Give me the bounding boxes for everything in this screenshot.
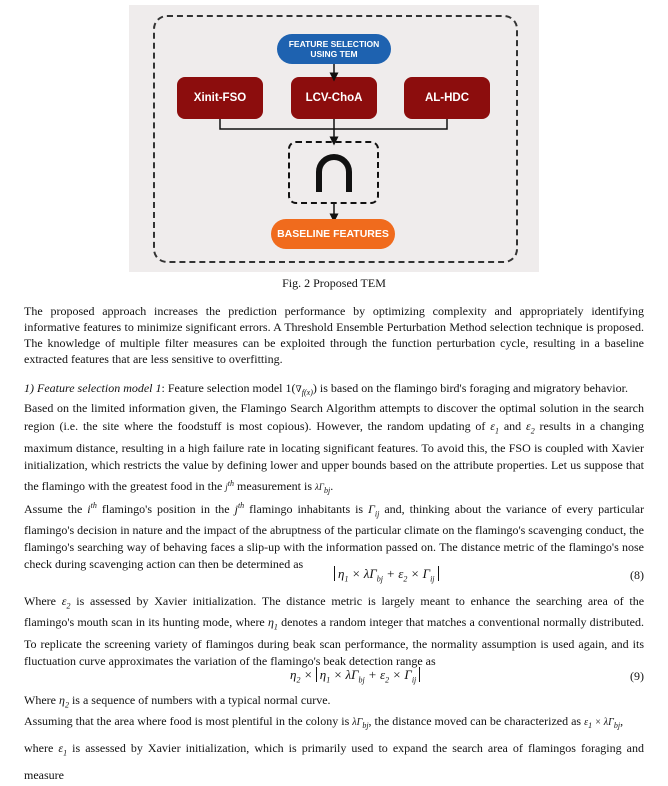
xinit-fso-box: Xinit-FSO	[177, 77, 263, 119]
feature-selection-label-line1: FEATURE SELECTION	[288, 39, 380, 49]
equation-8: $\eta_1 \times \lambda\Gamma_{bj} + \varepsilon_2 \times \Gamma_{ij}$	[334, 566, 439, 584]
paragraph-6a: Assuming that the area where food is most plentiful in the colony is	[24, 714, 350, 728]
paragraph-4b: is assessed by Xavier initialization. The distance metric is largely meant to enhance the searching area of the flamingo's mouth scan in its hunting mode, where	[24, 594, 645, 630]
paragraph-5b: is a sequence of numbers with a typical normal curve.	[71, 693, 331, 707]
paragraph-5: Where $\eta_2$ is a sequence of numbers with a typical normal curve.	[24, 693, 331, 710]
intersection-icon	[313, 152, 355, 194]
paragraph-7b: is assessed by Xavier initialization, which is primarily used to expand the search area of flamingos foraging and measure	[24, 741, 645, 783]
paragraph-3: Assume the $i^{th}$ flamingo's position in the $j^{th}$ flamingo inhabitants is $\Gamma_{ij}$ and, thinking about the variance of every particular flamingo's decision in nature and the impact of the abruptness of the particular climate on the flamingo's scavenging conduct, the flamingo's searching way of behaving faces a slip-up with the information passed on. The distance metric of the flamingo's nose check during scavenging action can then be determined as	[24, 501, 645, 572]
paragraph-2b: and	[503, 418, 522, 433]
paragraph-4c: denotes a random integer that matches a conventional normally distributed. To replicate the screening variety of flamingos during beak scan performance, the normality assumption is used again, and its fluctuation curve approximates the variation of the flamingo's beak detection range as	[24, 615, 644, 668]
paragraph-4a: Where	[24, 594, 56, 608]
paragraph-6c: ,	[620, 714, 624, 728]
paragraph-2c: results in a changing maximum distance, resulting in a high failure rate in locating significant features. To avoid this, the FSO is coupled with Xavier initialization, which restricts the value by defining lower and upper bounds based on the attribute properties. Let us suppose that the flamingo with the greatest food in the	[24, 418, 645, 493]
paragraph-3d: and, thinking about the variance of every particular flamingo's decision in nature and the impact of the abruptness of the particular climate on the flamingo's scavenging conduct, the flamingo's searching way of behaving faces a slip-up with the information passed on. The distance metric of the flamingo's nose check during scavenging action can then be determined as	[24, 502, 645, 572]
paragraph-6: Assuming that the area where food is most plentiful in the colony is $\lambda\Gamma_{bj}$, the distance moved can be characterized as $\varepsilon_1 \times \lambda\Gamma_{bj}$, where $\varepsilon_1$ is assessed by Xavier initialization, which is primarily used to expand the search area of flamingos foraging and measure	[24, 714, 645, 783]
paragraph-2d: measurement is	[237, 478, 313, 493]
paragraph-2: Based on the limited information given, the Flamingo Search Algorithm attempts to discover the optimal solution in the search region (i.e. the site where the foodstuff is most copious). However, the random updating of $\varepsilon_1$ and $\varepsilon_2$ results in a changing maximum distance, resulting in a high failure rate in locating significant features. To avoid this, the FSO is coupled with Xavier initialization, which restricts the value by defining lower and upper bounds based on the attribute properties. Let us suppose that the flamingo with the greatest food in the $j^{th}$ measurement is $\lambda\Gamma_{bj}$.	[24, 401, 645, 495]
section-intro-b: ) is based on the flamingo bird's foraging and migratory behavior.	[312, 381, 628, 395]
equation-9-number: (9)	[630, 669, 644, 683]
paragraph-5a: Where	[24, 693, 56, 707]
paragraph-1: The proposed approach increases the prediction performance by optimizing complexity and appropriately identifying informative features to minimize significant errors. A Threshold Ensemble Perturbation Method selection technique is proposed. The knowledge of multiple filter measures can be exploited through the function perturbation cycle, resulting in a baseline extracted features that are less sensitive to overfitting.	[24, 304, 644, 366]
paragraph-2a: Based on the limited information given, the Flamingo Search Algorithm attempts to discover the optimal solution in the search region (i.e. the site where the foodstuff is most copious). However, the random updating of	[24, 401, 644, 433]
lcv-choa-box: LCV-ChoA	[291, 77, 377, 119]
equation-8-number: (8)	[630, 568, 644, 582]
al-hdc-box: AL-HDC	[404, 77, 490, 119]
section-heading: 1) Feature selection model 1	[24, 381, 162, 395]
paragraph-3b: flamingo's position in the	[101, 502, 230, 516]
paragraph-3a: Assume the	[24, 502, 83, 516]
equation-9: $\eta_2 \times \eta_1 \times \lambda\Gamma_{bj} + \varepsilon_2 \times \Gamma_{ij}$	[290, 667, 420, 685]
figure-tem	[129, 5, 539, 272]
feature-selection-label-line2: USING TEM	[310, 49, 358, 59]
paragraph-3c: flamingo inhabitants is	[249, 502, 364, 516]
intersection-box	[288, 141, 379, 204]
section-1-intro: 1) Feature selection model 1: Feature selection model $1(\nabla_{f(x)})$ is based on the flamingo bird's foraging and migratory behavior.	[24, 381, 628, 397]
paragraph-7a: where	[24, 741, 54, 755]
paragraph-4: Where $\varepsilon_2$ is assessed by Xavier initialization. The distance metric is largely meant to enhance the searching area of the flamingo's mouth scan in its hunting mode, where $\eta_1$ denotes a random integer that matches a conventional normally distributed. To replicate the screening variety of flamingos during beak scan performance, the normality assumption is used again, and its fluctuation curve approximates the variation of the flamingo's beak detection range as	[24, 594, 645, 668]
section-intro-a: : Feature selection model 1(	[161, 381, 296, 395]
paragraph-6b: , the distance moved can be characterized as	[368, 714, 582, 728]
figure-caption: Fig. 2 Proposed TEM	[282, 276, 386, 290]
baseline-features-label: BASELINE FEATURES	[271, 219, 395, 249]
